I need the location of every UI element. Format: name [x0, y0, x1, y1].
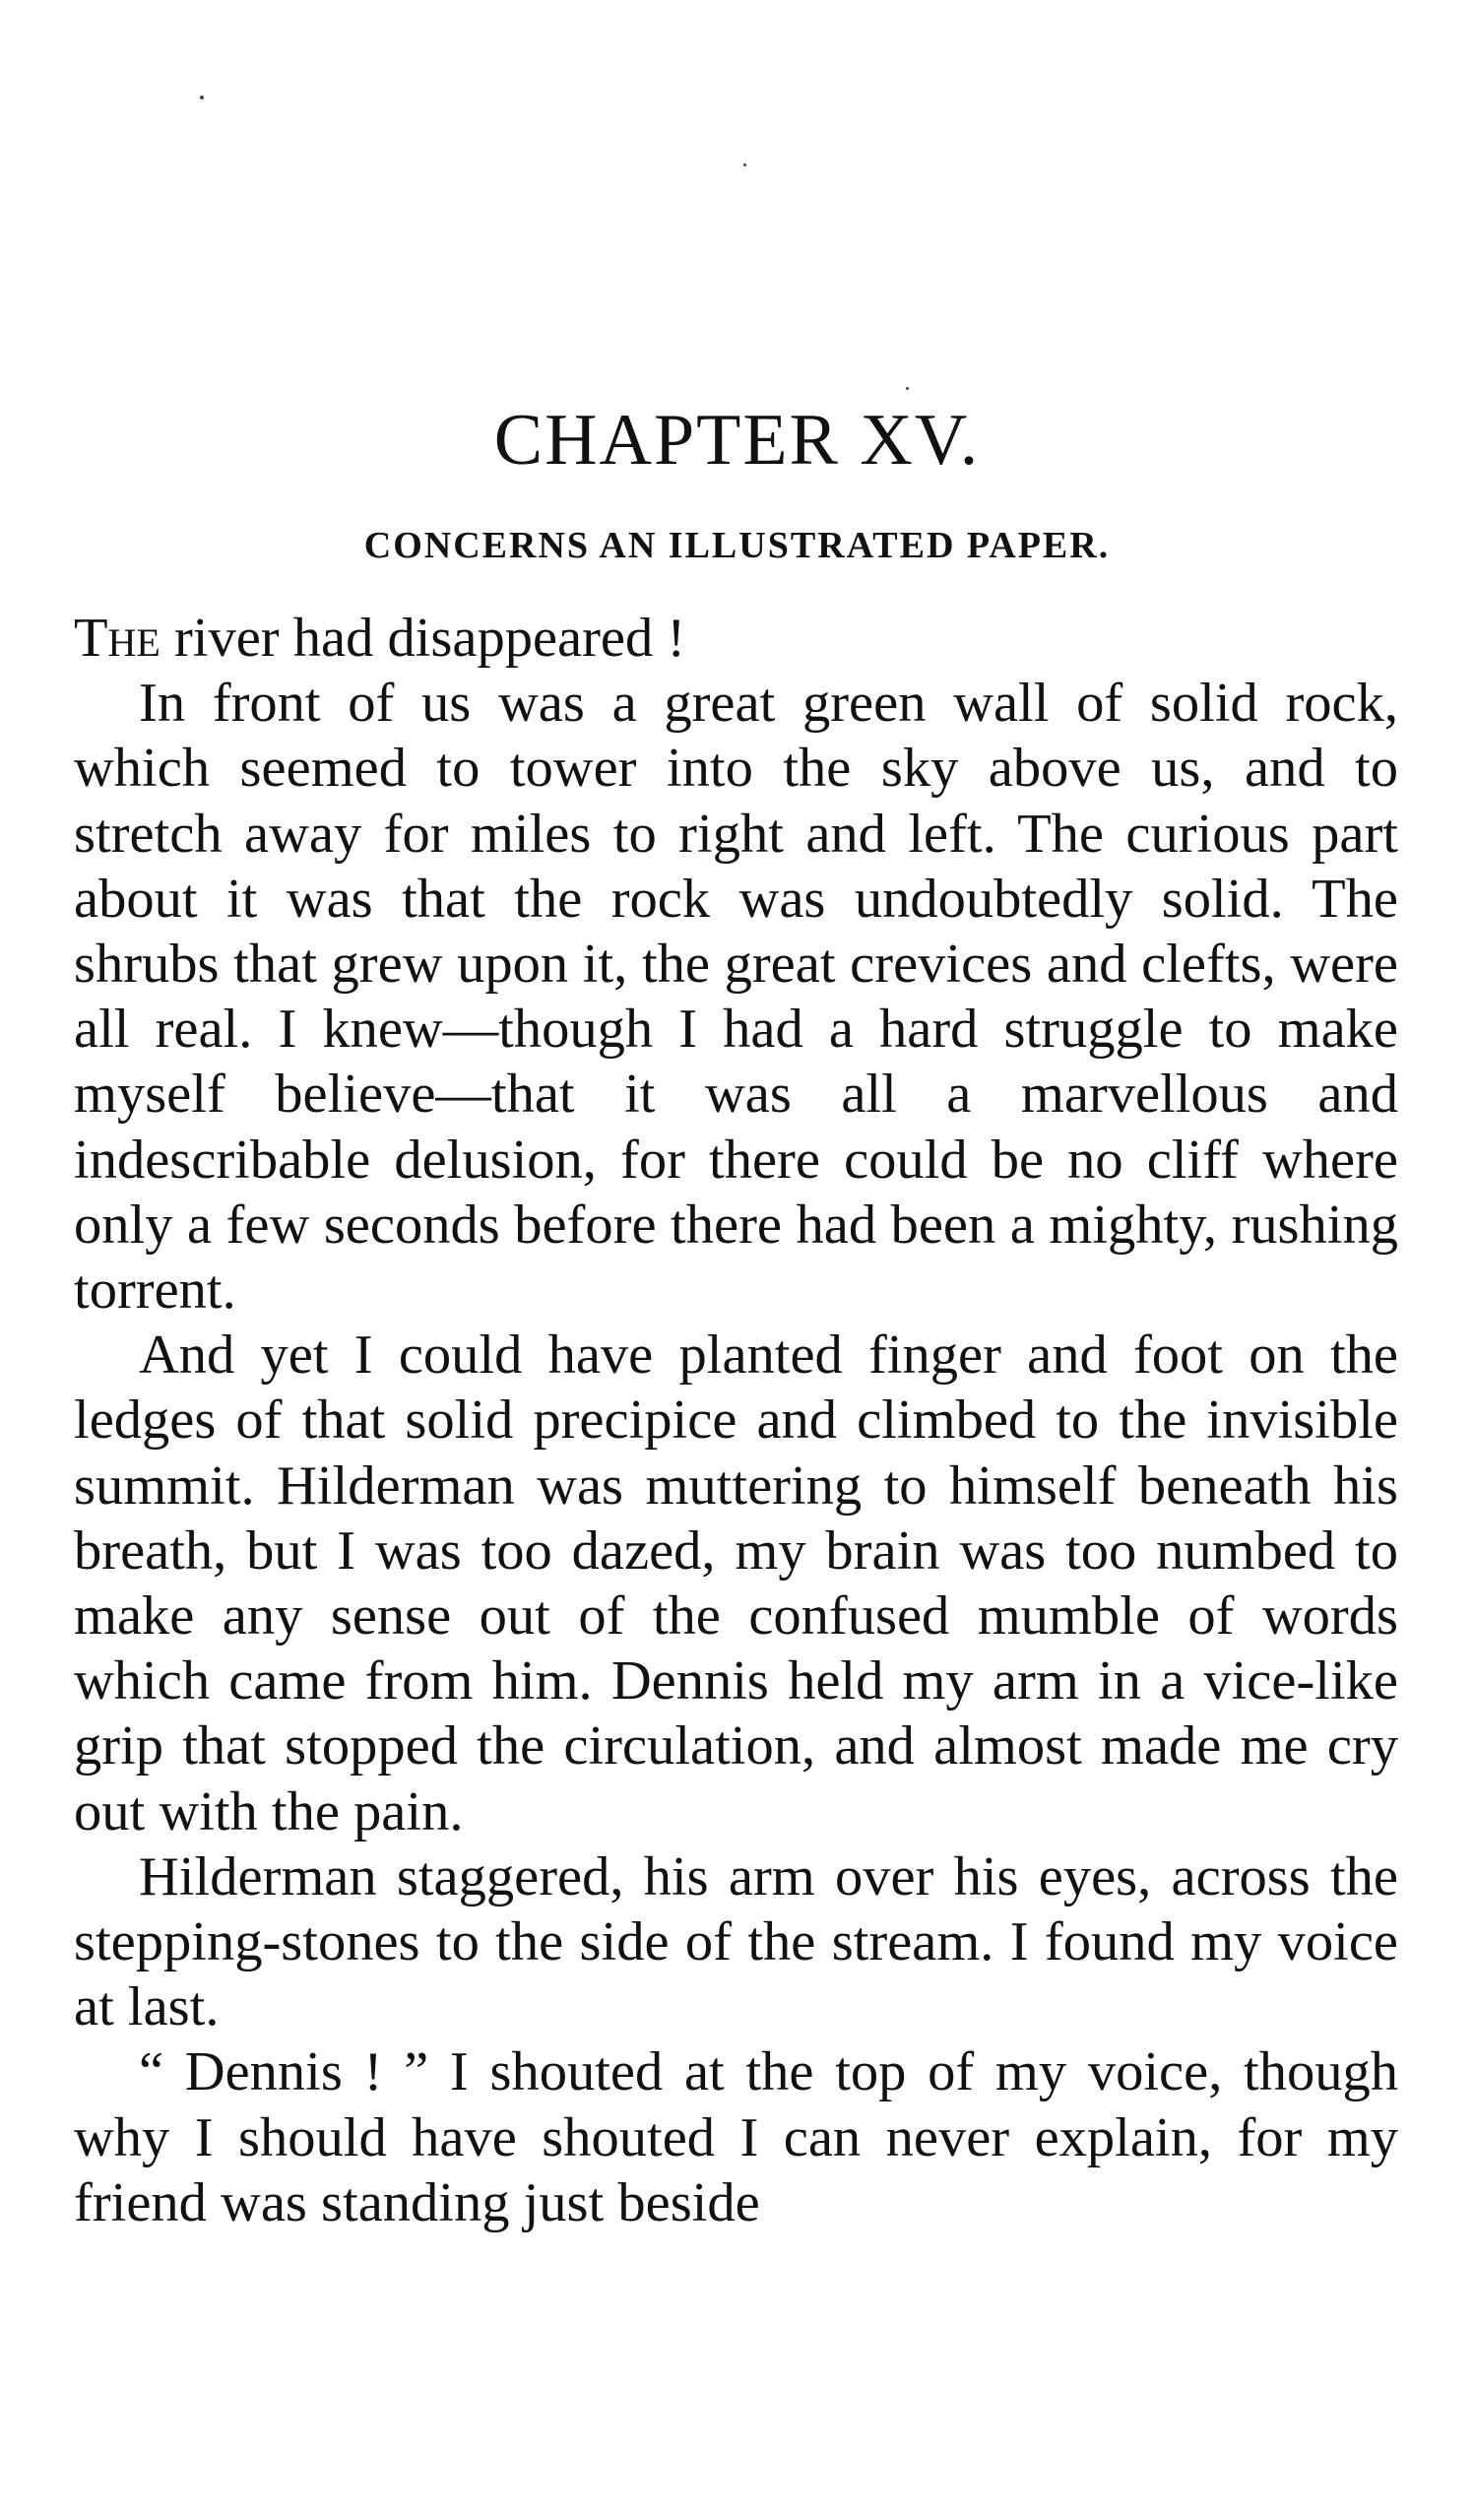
paragraph: Hilderman staggered, his arm over his eyes, across the stepping-stones to the side of the stream. I found my voice at last.: [74, 1845, 1398, 2038]
chapter-body: [74, 606, 1398, 2235]
chapter-subtitle: CONCERNS AN ILLUSTRATED PAPER.: [363, 525, 1111, 566]
paragraph: [74, 606, 1398, 671]
paragraph: In front of us was a great green wall of solid rock, which seemed to tower into the sky above us, and to stretch away for miles to right and left. The curious part about it was that the rock was undoubtedly solid. The shrubs that grew upon it, the great crevices and clefts, were all real. I knew—though I had a hard struggle to make myself believe—that it was all a marvellous and indescribable delusion, for there could be no cliff where only a few seconds before there had been a mighty, rushing torrent.: [74, 673, 1398, 1322]
ink-speck: [906, 387, 909, 390]
paragraph: “ Dennis ! ” I shouted at the top of my voice, though why I should have shouted I can never explain, for my friend was standing just beside: [74, 2041, 1398, 2233]
paragraph: And yet I could have planted finger and foot on the ledges of that solid precipice and climbed to the invisible summit. Hilderman was muttering to himself beneath his breath, but I was too dazed, my brain was too numbed to make any sense out of the confused mumble of words which came from him. Dennis held my arm in a vice-like grip that stopped the circulation, and almost made me cry out with the pain.: [74, 1325, 1398, 1842]
paragraph-text: river had disappeared !: [160, 608, 686, 669]
ink-speck: [200, 96, 204, 99]
chapter-title: CHAPTER XV.: [493, 400, 981, 481]
paragraph-lead: The: [74, 608, 160, 669]
ink-speck: [743, 163, 746, 166]
